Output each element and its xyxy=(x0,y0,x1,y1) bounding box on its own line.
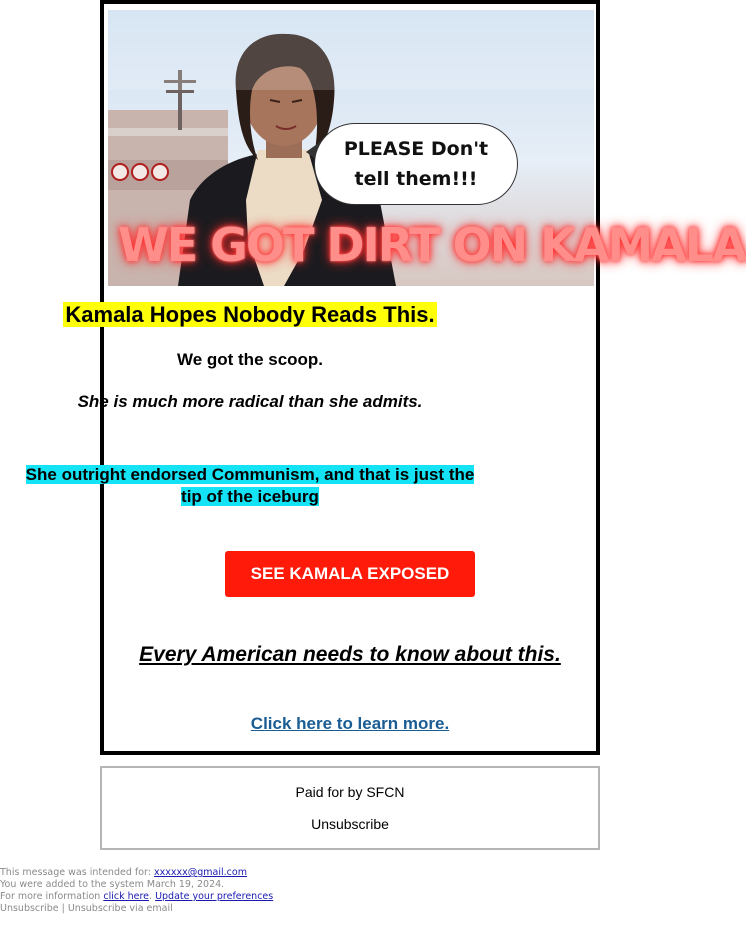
hero-title: WE GOT DIRT ON KAMALA xyxy=(118,218,746,272)
every-american-link[interactable]: Every American needs to know about this. xyxy=(139,643,561,666)
speech-bubble xyxy=(314,123,518,205)
scoop-text: We got the scoop. xyxy=(176,350,324,369)
email-meta xyxy=(0,867,273,915)
communism-paragraph xyxy=(24,464,476,508)
meta-intended-prefix: This message was intended for: xyxy=(0,867,151,878)
meta-email-link[interactable]: xxxxxx@gmail.com xyxy=(154,867,247,878)
banner-overlay xyxy=(108,10,594,90)
communism-text: She outright endorsed Communism, and that is just the tip of the iceburg xyxy=(25,465,475,506)
radical-text: She is much more radical than she admits. xyxy=(77,392,423,411)
meta-intended-line xyxy=(0,867,273,879)
learn-more-link[interactable]: Click here to learn more. xyxy=(250,714,450,733)
email-card xyxy=(100,0,746,755)
speech-bubble-text: PLEASE Don't tell them!!! xyxy=(343,138,489,190)
see-kamala-exposed-button[interactable]: SEE KAMALA EXPOSED xyxy=(225,551,475,597)
footer-unsubscribe-link[interactable]: Unsubscribe xyxy=(311,816,389,832)
paid-for-text: Paid for by SFCN xyxy=(295,784,405,800)
meta-update-preferences-link[interactable]: Update your preferences xyxy=(155,891,274,902)
footer-box xyxy=(100,766,600,850)
meta-unsubscribe-line xyxy=(0,903,273,915)
meta-added-line: You were added to the system March 19, 2024. xyxy=(0,879,225,890)
hero-image[interactable] xyxy=(108,10,746,286)
meta-pipe: | xyxy=(61,903,65,914)
meta-more-info-line xyxy=(0,891,273,903)
meta-unsubscribe-email-link[interactable]: Unsubscribe via email xyxy=(67,903,173,914)
headline xyxy=(0,302,500,328)
meta-more-info-prefix: For more information xyxy=(0,891,101,902)
meta-unsubscribe-link[interactable]: Unsubscribe xyxy=(0,903,59,914)
meta-separator: . xyxy=(149,891,153,902)
meta-click-here-link[interactable]: click here xyxy=(103,891,150,902)
headline-text: Kamala Hopes Nobody Reads This. xyxy=(65,302,435,327)
